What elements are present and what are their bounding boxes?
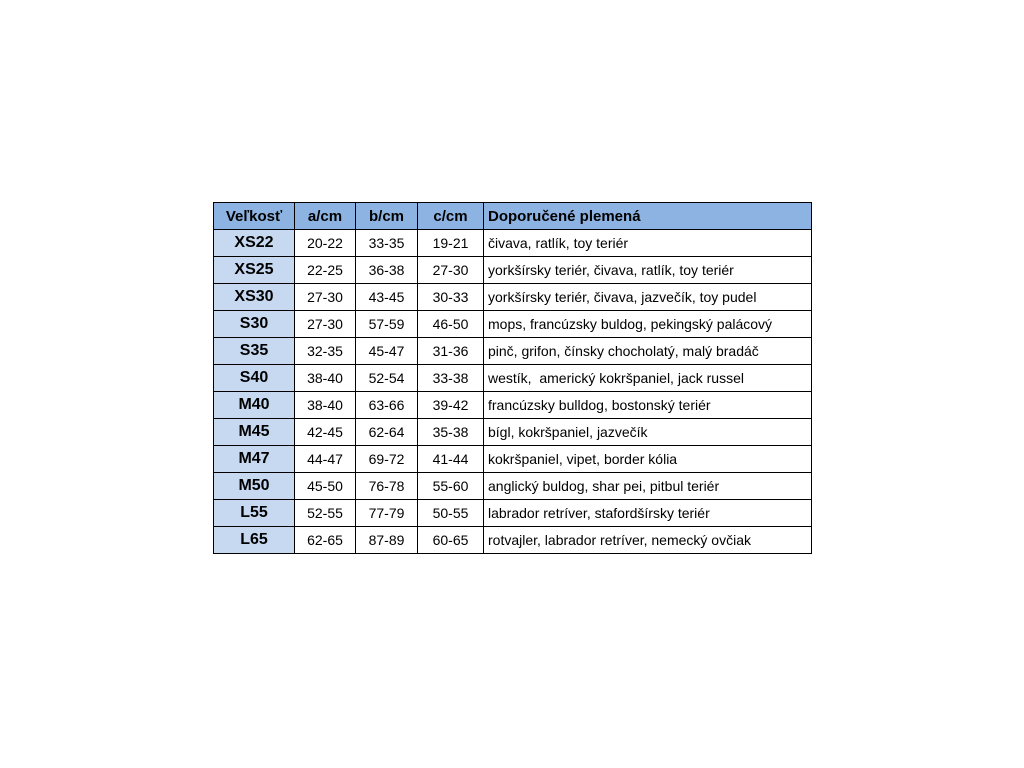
table-row [214,284,812,311]
size-cell: M50 [214,473,295,500]
size-chart-table [213,202,812,554]
b-cm-cell: 63-66 [356,392,418,419]
b-cm-cell: 33-35 [356,230,418,257]
a-cm-cell: 22-25 [295,257,356,284]
size-cell: S40 [214,365,295,392]
breeds-cell: westík, americký kokršpaniel, jack russel [484,365,812,392]
breeds-cell: yorkšírsky teriér, čivava, jazvečík, toy pudel [484,284,812,311]
a-cm-cell: 27-30 [295,311,356,338]
breeds-cell: kokršpaniel, vipet, border kólia [484,446,812,473]
breeds-cell: mops, francúzsky buldog, pekingský palácový [484,311,812,338]
header-c-cm: c/cm [418,203,484,230]
size-cell: S30 [214,311,295,338]
header-size: Veľkosť [214,203,295,230]
a-cm-cell: 45-50 [295,473,356,500]
b-cm-cell: 36-38 [356,257,418,284]
size-chart-header [214,203,812,230]
breeds-cell: bígl, kokršpaniel, jazvečík [484,419,812,446]
size-cell: XS30 [214,284,295,311]
table-row [214,338,812,365]
table-row [214,230,812,257]
b-cm-cell: 69-72 [356,446,418,473]
a-cm-cell: 38-40 [295,392,356,419]
c-cm-cell: 55-60 [418,473,484,500]
b-cm-cell: 76-78 [356,473,418,500]
table-row [214,392,812,419]
a-cm-cell: 27-30 [295,284,356,311]
table-row [214,527,812,554]
header-recommended-breeds: Doporučené plemená [484,203,812,230]
header-b-cm: b/cm [356,203,418,230]
b-cm-cell: 77-79 [356,500,418,527]
breeds-cell: anglický buldog, shar pei, pitbul teriér [484,473,812,500]
size-cell: L65 [214,527,295,554]
breeds-cell: francúzsky bulldog, bostonský teriér [484,392,812,419]
c-cm-cell: 30-33 [418,284,484,311]
c-cm-cell: 33-38 [418,365,484,392]
b-cm-cell: 52-54 [356,365,418,392]
table-row [214,500,812,527]
table-row [214,257,812,284]
size-cell: L55 [214,500,295,527]
a-cm-cell: 20-22 [295,230,356,257]
a-cm-cell: 38-40 [295,365,356,392]
c-cm-cell: 50-55 [418,500,484,527]
b-cm-cell: 62-64 [356,419,418,446]
header-row [214,203,812,230]
b-cm-cell: 43-45 [356,284,418,311]
breeds-cell: čivava, ratlík, toy teriér [484,230,812,257]
c-cm-cell: 60-65 [418,527,484,554]
c-cm-cell: 41-44 [418,446,484,473]
c-cm-cell: 39-42 [418,392,484,419]
c-cm-cell: 46-50 [418,311,484,338]
table-row [214,419,812,446]
size-cell: XS22 [214,230,295,257]
size-cell: S35 [214,338,295,365]
breeds-cell: labrador retríver, stafordšírsky teriér [484,500,812,527]
b-cm-cell: 45-47 [356,338,418,365]
c-cm-cell: 35-38 [418,419,484,446]
a-cm-cell: 32-35 [295,338,356,365]
b-cm-cell: 87-89 [356,527,418,554]
header-a-cm: a/cm [295,203,356,230]
a-cm-cell: 42-45 [295,419,356,446]
a-cm-cell: 52-55 [295,500,356,527]
breeds-cell: rotvajler, labrador retríver, nemecký ovčiak [484,527,812,554]
b-cm-cell: 57-59 [356,311,418,338]
size-cell: XS25 [214,257,295,284]
c-cm-cell: 19-21 [418,230,484,257]
c-cm-cell: 31-36 [418,338,484,365]
table-row [214,446,812,473]
breeds-cell: yorkšírsky teriér, čivava, ratlík, toy teriér [484,257,812,284]
size-cell: M45 [214,419,295,446]
table-row [214,365,812,392]
table-row [214,473,812,500]
a-cm-cell: 62-65 [295,527,356,554]
size-cell: M47 [214,446,295,473]
table-row [214,311,812,338]
breeds-cell: pinč, grifon, čínsky chocholatý, malý bradáč [484,338,812,365]
c-cm-cell: 27-30 [418,257,484,284]
a-cm-cell: 44-47 [295,446,356,473]
size-cell: M40 [214,392,295,419]
size-chart-body [214,230,812,554]
